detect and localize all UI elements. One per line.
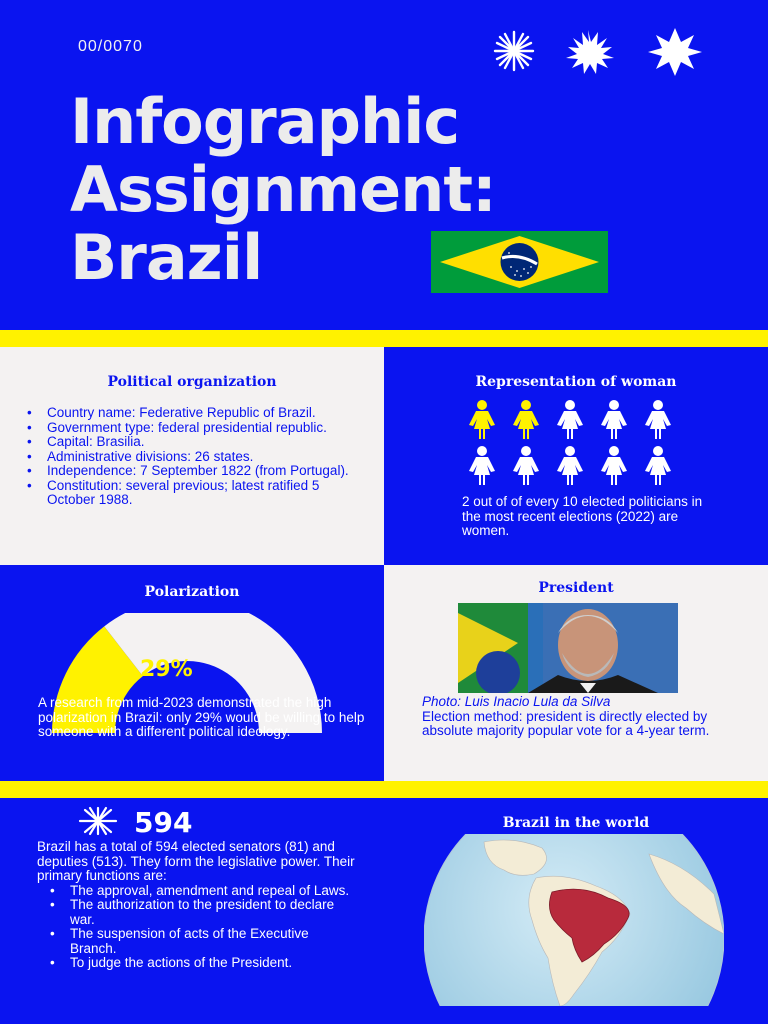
list-item: • Administrative divisions: 26 states.: [22, 450, 362, 465]
list-item: • The authorization to the president to declare war.: [45, 898, 357, 927]
congress-list: [45, 884, 357, 971]
women-row: [462, 399, 682, 439]
doc-code: 00/0070: [78, 38, 143, 55]
women-heading: Representation of woman: [475, 374, 677, 390]
decorative-stars: [480, 26, 730, 76]
congress-number: 594: [134, 806, 193, 839]
list-item: • Constitution: several previous; latest ratified 5 October 1988.: [22, 479, 362, 508]
photo-caption: Photo: Luis Inacio Lula da Silva: [422, 694, 611, 709]
woman-icon: [506, 445, 546, 485]
women-pictogram: [462, 399, 682, 491]
list-item: • The approval, amendment and repeal of Laws.: [45, 884, 357, 899]
woman-icon: [594, 399, 634, 439]
polarization-percent: 29%: [140, 657, 193, 682]
woman-icon: [462, 445, 502, 485]
list-item: • Country name: Federative Republic of Brazil.: [22, 406, 362, 421]
woman-icon: [638, 445, 678, 485]
eight-point-star-icon: [648, 28, 702, 76]
congress-intro: Brazil has a total of 594 elected senators (81) and deputies (513). They form the legislative power. Their primary functions are:: [37, 839, 355, 883]
congress-panel: [0, 798, 384, 1024]
header: [0, 0, 768, 330]
list-item: • To judge the actions of the President.: [45, 956, 357, 971]
yellow-divider-top: [0, 330, 768, 347]
world-heading: Brazil in the world: [502, 815, 650, 831]
list-item: • The suspension of acts of the Executive Branch.: [45, 927, 357, 956]
woman-icon: [594, 445, 634, 485]
president-text: Election method: president is directly elected by absolute majority popular vote for a 4-year term.: [422, 708, 710, 738]
brazil-flag-icon: [431, 231, 608, 293]
world-panel: [384, 798, 768, 1024]
women-panel: [384, 347, 768, 565]
title-line-3: Brazil: [70, 221, 263, 294]
woman-icon: [550, 445, 590, 485]
women-text: 2 out of of every 10 elected politicians in the most recent elections (2022) are women.: [462, 494, 703, 538]
title-line-2: Assignment:: [70, 153, 496, 226]
political-list: [22, 406, 362, 508]
yellow-divider-bottom: [0, 781, 768, 798]
president-heading: President: [538, 580, 614, 596]
political-panel: [0, 347, 384, 565]
title-line-1: Infographic: [70, 85, 460, 158]
globe-map: [424, 834, 724, 1006]
woman-icon: [638, 399, 678, 439]
polarization-panel: [0, 565, 384, 781]
list-item: • Government type: federal presidential republic.: [22, 421, 362, 436]
woman-icon-highlighted: [462, 399, 502, 439]
asterisk-star-icon: [495, 32, 533, 70]
asterisk-icon: [74, 806, 122, 836]
president-panel: [384, 565, 768, 781]
polarization-text: A research from mid-2023 demonstrated the high polarization in Brazil: only 29% would be willing to help someone with a different political ideology.: [38, 695, 365, 739]
sunburst-star-icon: [566, 30, 614, 74]
woman-icon-highlighted: [506, 399, 546, 439]
list-item: • Capital: Brasilia.: [22, 435, 362, 450]
political-heading: Political organization: [107, 374, 277, 390]
president-photo: [458, 603, 678, 693]
list-item: • Independence: 7 September 1822 (from Portugal).: [22, 464, 362, 479]
women-row: [462, 445, 682, 485]
polarization-heading: Polarization: [144, 584, 240, 600]
woman-icon: [550, 399, 590, 439]
